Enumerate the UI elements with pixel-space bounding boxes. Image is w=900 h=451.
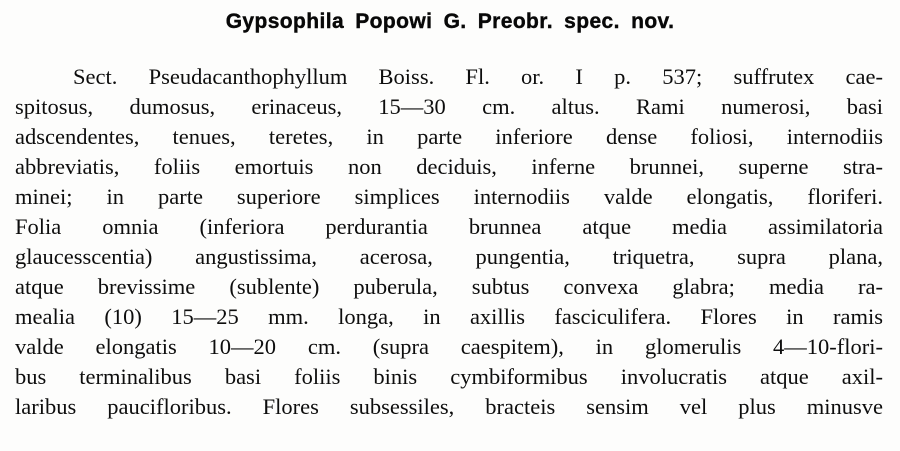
text-line: minei; in parte superiore simplices internodiis valde elongatis, floriferi. [15,184,883,209]
text-line: bus terminalibus basi foliis binis cymbiformibus involucratis atque axil- [15,364,883,389]
text-line: atque brevissime (sublente) puberula, subtus convexa glabra; media ra- [15,274,883,299]
text-line: glaucesscentia) angustissima, acerosa, pungentia, triquetra, supra plana, [15,244,883,269]
text-line: abbreviatis, foliis emortuis non deciduis, inferne brunnei, superne stra- [15,154,883,179]
text-line: spitosus, dumosus, erinaceus, 15—30 cm. altus. Rami numerosi, basi [15,94,883,119]
description-paragraph [15,62,883,422]
text-line: adscendentes, tenues, teretes, in parte inferiore dense foliosi, internodiis [15,124,883,149]
text-line: valde elongatis 10—20 cm. (supra caespitem), in glomerulis 4—10-flori- [15,334,883,359]
text-line: Sect. Pseudacanthophyllum Boiss. Fl. or. I p. 537; suffrutex cae- [73,64,883,89]
text-line: laribus paucifloribus. Flores subsessiles, bracteis sensim vel plus minusve [15,394,883,419]
text-line: mealia (10) 15—25 mm. longa, in axillis fasciculifera. Flores in ramis [15,304,883,329]
text-line: Folia omnia (inferiora perdurantia brunnea atque media assimilatoria [15,214,883,239]
species-heading: Gypsophila Popowi G. Preobr. spec. nov. [225,10,675,33]
